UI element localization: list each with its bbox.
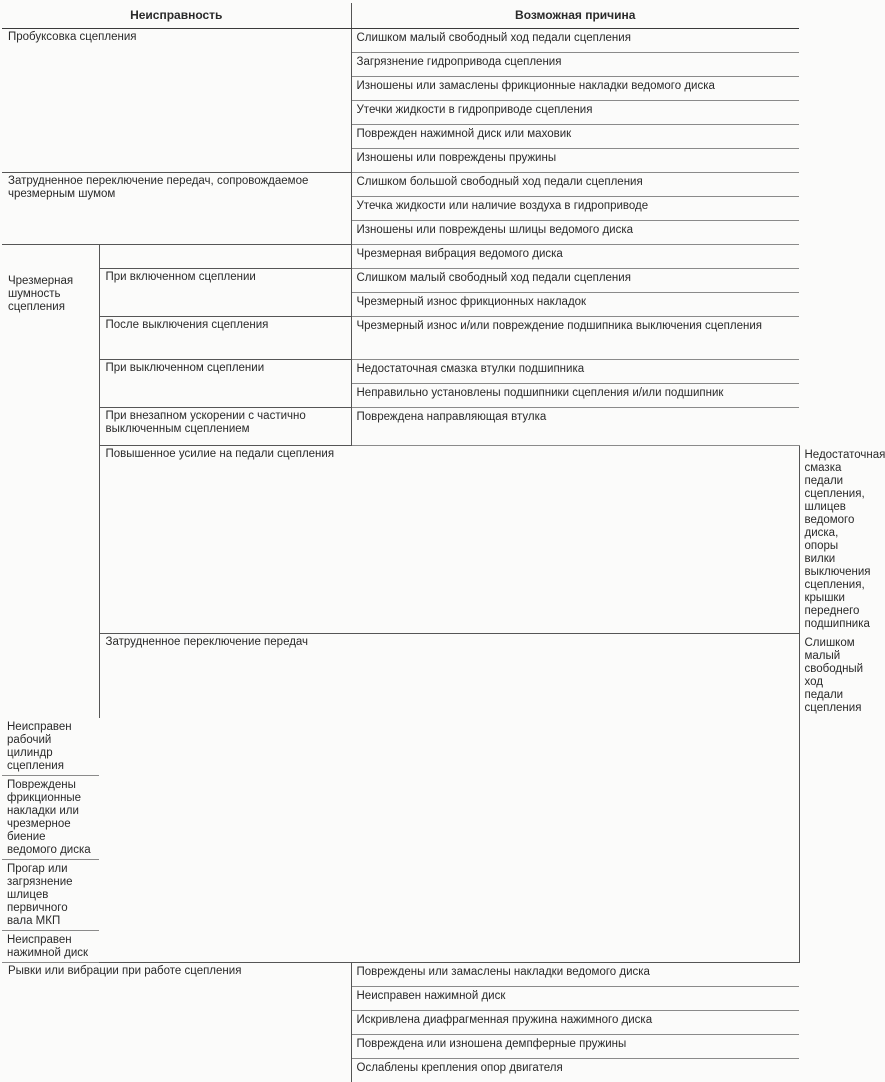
header-cause: Возможная причина xyxy=(351,3,799,29)
fault-table xyxy=(2,3,885,1082)
condition-cell xyxy=(99,245,351,269)
cause-cell: Повреждена или изношена демпферные пружины xyxy=(351,1034,799,1058)
cause-cell: Изношены или замаслены фрикционные накладки ведомого диска xyxy=(351,77,799,101)
condition-cell: При внезапном ускорении с частично выключенным сцеплением xyxy=(99,408,351,446)
condition-cell: После выключения сцепления xyxy=(99,317,351,360)
header-fault: Неисправность xyxy=(2,3,351,29)
cause-cell: Чрезмерная вибрация ведомого диска xyxy=(351,245,799,269)
table-row xyxy=(2,317,799,360)
cause-cell: Недостаточная смазка втулки подшипника xyxy=(351,360,799,384)
cause-cell: Слишком малый свободный ход педали сцепления xyxy=(351,269,799,293)
cause-cell: Ослаблены крепления опор двигателя xyxy=(356,1061,563,1074)
cause-cell: Прогар или загрязнение шлицев первичного вала МКП xyxy=(2,859,99,930)
cause-cell: Неправильно установлены подшипники сцепления и/или подшипник xyxy=(351,384,799,408)
cause-cell: Слишком большой свободный ход педали сцепления xyxy=(351,173,799,197)
fault-cell: Затрудненное переключение передач, сопровождаемое чрезмерным шумом xyxy=(2,173,351,245)
fault-cell: Рывки или вибрации при работе сцепления xyxy=(2,962,351,1082)
condition-cell: При включенном сцеплении xyxy=(99,269,351,317)
fault-cell: Затрудненное переключение передач xyxy=(99,634,799,963)
cause-cell: Неисправен нажимной диск xyxy=(351,986,799,1010)
cause-cell: Утечки жидкости в гидроприводе сцепления xyxy=(351,101,799,125)
cause-cell: Слишком малый свободный ход педали сцепления xyxy=(351,29,799,53)
fault-cell: Чрезмерная шумность сцепления xyxy=(2,245,99,718)
cause-cell: Поврежден нажимной диск или маховик xyxy=(351,125,799,149)
cause-cell: Повреждены или замаслены накладки ведомого диска xyxy=(351,962,799,986)
cause-cell: Неисправен нажимной диск xyxy=(2,930,99,962)
table-row xyxy=(2,360,799,384)
cause-cell: Изношены или повреждены пружины xyxy=(351,149,799,173)
cause-cell: Чрезмерный износ фрикционных накладок xyxy=(351,293,799,317)
table-row xyxy=(2,29,799,53)
cause-cell: Чрезмерный износ и/или повреждение подшипника выключения сцепления xyxy=(351,317,799,360)
table-row: Повышенное усилие на педали сцепления Недостаточная смазка педали сцепления, шлицев ведомого диска, опоры вилки выключения сцепления, крышки переднего подшипника xyxy=(2,446,799,634)
cause-cell: Утечка жидкости или наличие воздуха в гидроприводе xyxy=(351,197,799,221)
table-header-row xyxy=(2,3,799,29)
fault-cell: Пробуксовка сцепления xyxy=(2,29,351,173)
cause-cell: Повреждены фрикционные накладки или чрезмерное биение ведомого диска xyxy=(2,775,99,859)
cause-cell: Повреждена направляющая втулка xyxy=(351,408,799,446)
table-row xyxy=(2,173,799,197)
cause-cell: Искривлена диафрагменная пружина нажимного диска xyxy=(351,1010,799,1034)
table-row xyxy=(2,269,799,293)
fault-cell: Повышенное усилие на педали сцепления xyxy=(99,446,799,634)
table-row: Затрудненное переключение передач Слишком малый свободный ход педали сцепления xyxy=(2,634,799,718)
cause-cell: Неисправен рабочий цилиндр сцепления xyxy=(2,718,99,776)
condition-cell: При выключенном сцеплении xyxy=(99,360,351,408)
table-row xyxy=(2,962,799,986)
cause-cell: Изношены или повреждены шлицы ведомого диска xyxy=(351,221,799,245)
table-row xyxy=(2,408,799,446)
table-row xyxy=(2,245,799,269)
cause-cell: Загрязнение гидропривода сцепления xyxy=(351,53,799,77)
